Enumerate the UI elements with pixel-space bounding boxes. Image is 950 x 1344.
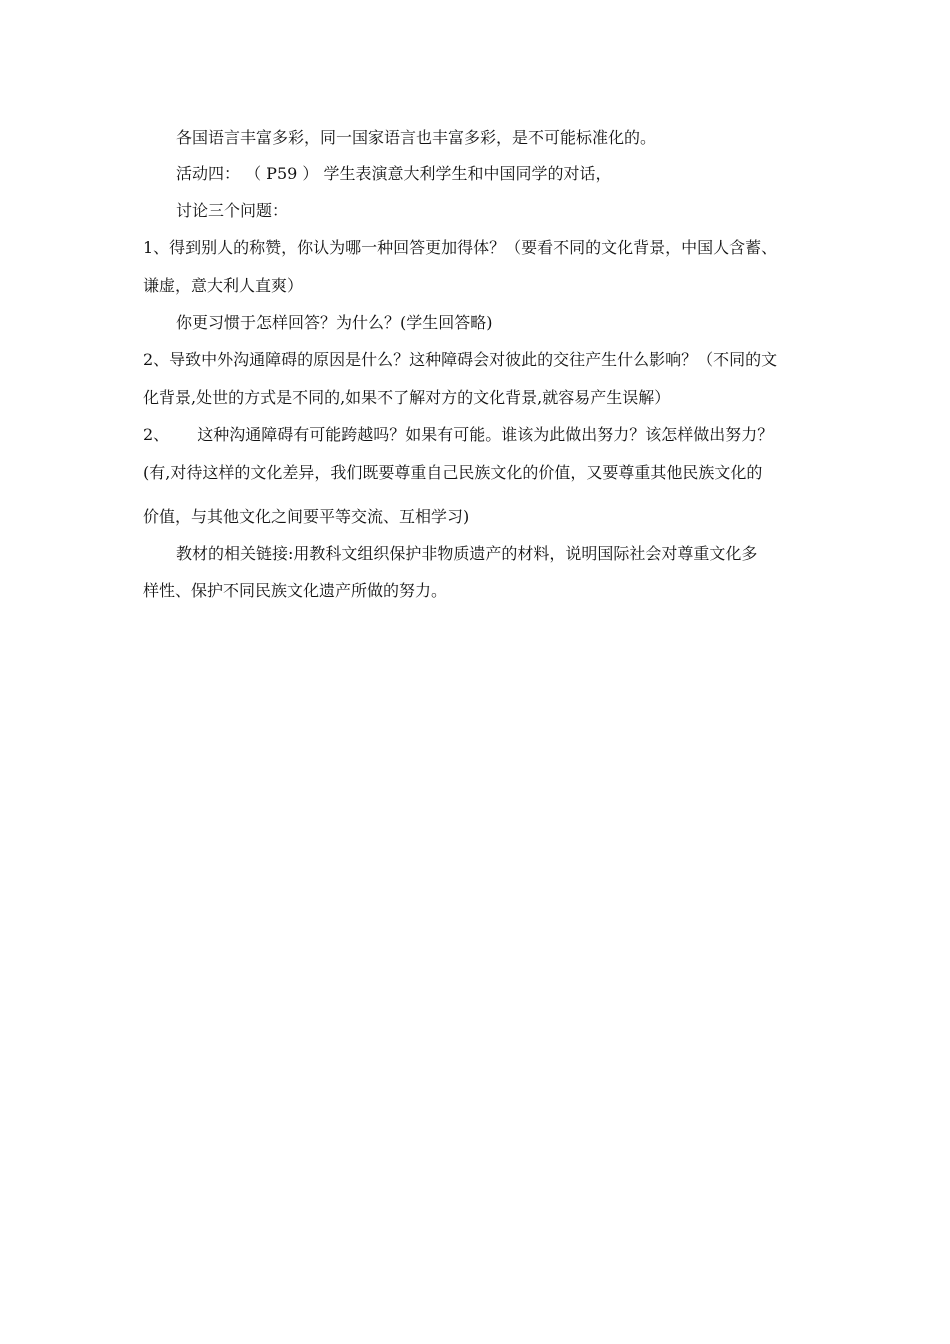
question-3-text: 这种沟通障碍有可能跨越吗？如果有可能。谁该为此做出努力？该怎样做出努力？	[197, 425, 774, 444]
textbook-link-line-1: 教材的相关链接:用教科文组织保护非物质遗产的材料，说明国际社会对尊重文化多	[176, 544, 758, 563]
question-3-line-1	[143, 425, 813, 445]
question-1-followup: 你更习惯于怎样回答？为什么？(学生回答略)	[176, 313, 493, 332]
question-3-line-3: 价值，与其他文化之间要平等交流、互相学习)	[143, 507, 470, 526]
question-3-line-2: (有,对待这样的文化差异，我们既要尊重自己民族文化的价值，又要尊重其他民族文化的	[143, 463, 763, 482]
paragraph-discussion-intro: 讨论三个问题：	[176, 201, 289, 220]
paragraph-line-1: 各国语言丰富多彩，同一国家语言也丰富多彩，是不可能标准化的。	[176, 128, 657, 147]
question-1-line-2: 谦虚，意大利人直爽）	[143, 276, 304, 295]
paragraph-activity-four: 活动四： （ P59 ） 学生表演意大利学生和中国同学的对话，	[176, 164, 612, 183]
question-1-line-1: 1、得到别人的称赞，你认为哪一种回答更加得体？（要看不同的文化背景，中国人含蓄、	[143, 238, 778, 257]
question-3-number: 2、	[143, 425, 170, 444]
question-2-line-2: 化背景,处世的方式是不同的,如果不了解对方的文化背景,就容易产生误解）	[143, 388, 671, 407]
question-2-line-1: 2、导致中外沟通障碍的原因是什么？这种障碍会对彼此的交往产生什么影响？（不同的文	[143, 350, 778, 369]
textbook-link-line-2: 样性、保护不同民族文化遗产所做的努力。	[143, 581, 448, 600]
